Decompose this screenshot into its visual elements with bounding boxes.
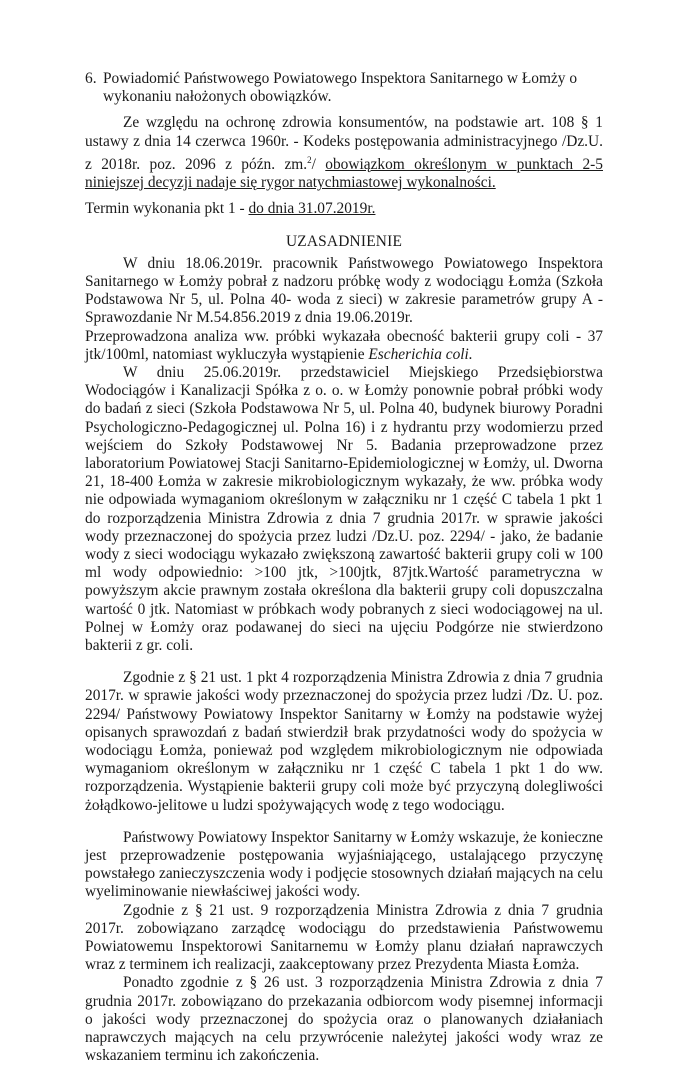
rigor-underlined: obowiązkom określonym w punktach 2-5 niniejszej decyzji nadaje się rygor natychmiastowej wykonalności. — [85, 155, 603, 192]
paragraph-6: Zgodnie z § 21 ust. 9 rozporządzenia Ministra Zdrowia z dnia 7 grudnia 2017r. zobowiązano zarządcę wodociągu do przedstawienia Państwowemu Powiatowemu Inspektorowi Sanitarnemu w Łomży planu działań naprawczych wraz z terminem ich realizacji, zaakceptowany przez Prezydenta Miasta Łomża. — [85, 901, 603, 974]
rigor-text: Ze względu na ochronę zdrowia konsumentów, na podstawie art. 108 § 1 ustawy z dnia 14 czerwca 1960r. - Kodeks postępowania administracyjnego /Dz.U. z 2018r. poz. 2096 z późn. zm. — [85, 114, 603, 173]
section-heading: UZASADNIENIE — [285, 232, 403, 250]
list-item-6 — [85, 70, 603, 106]
paragraph-1: W dniu 18.06.2019r. pracownik Państwowego Powiatowego Inspektora Sanitarnego w Łomży pobrał z nadzoru próbkę wody z wodociągu Łomża (Szkoła Podstawowa Nr 5, ul. Polna 40- woda z sieci) w zakresie parametrów grupy A - Sprawozdanie Nr M.54.856.2019 z dnia 19.06.2019r. — [85, 254, 603, 327]
rigor-paragraph — [85, 114, 603, 192]
document-page — [85, 70, 603, 1065]
deadline-date: do dnia 31.07.2019r. — [248, 200, 376, 218]
rigor-text-slash: / — [311, 155, 326, 173]
deadline-line — [85, 200, 603, 218]
paragraph-3: W dniu 25.06.2019r. przedstawiciel Miejskiego Przedsiębiorstwa Wodociągów i Kanalizacji Spółka z o. o. w Łomży ponownie pobrał próbki wody do badań z sieci (Szkoła Podstawowa Nr 5, ul. Polna 40, budynek biurowy Poradni Psychologiczno-Pedagogicznej ul. Polna 16) i z hydrantu przy wodomierzu przed wejściem do Szkoły Podstawowej Nr 5. Badania przeprowadzone przez laboratorium Powiatowej Stacji Sanitarno-Epidemiologicznej w Łomży, ul. Dworna 21, 18-400 Łomża w zakresie mikrobiologicznym wykazały, że ww. próbka wody nie odpowiada wymaganiom określonym w załączniku nr 1 część C tabela 1 pkt 1 do rozporządzenia Ministra Zdrowia z dnia 7 grudnia 2017r. w sprawie jakości wody przeznaczonej do spożycia przez ludzi /Dz.U. poz. 2294/ - jako, że badanie wody z sieci wodociągu wykazało zwiększoną zawartość bakterii grupy coli w 100 ml wody odpowiednio: >100 jtk, >100jtk, 87jtk.Wartość parametryczna w powyższym akcie prawnym została określona dla bakterii grupy coli dopuszczalna wartość 0 jtk. Natomiast w próbkach wody pobranych z sieci wodociągowej na ul. Polnej w Łomży oraz podawanej do sieci na ujęciu Podgórze nie stwierdzono bakterii z gr. coli. — [85, 363, 603, 655]
paragraph-7: Ponadto zgodnie z § 26 ust. 3 rozporządzenia Ministra Zdrowia z dnia 7 grudnia 2017r. zobowiązano do przekazania odbiorcom wody pisemnej informacji o jakości wody przeznaczonej do spożycia oraz o planowanych działaniach naprawczych mających na celu przywrócenie należytej jakości wody wraz ze wskazaniem terminu ich zakończenia. — [85, 974, 603, 1065]
paragraph-2 — [85, 328, 603, 364]
item-text: Powiadomić Państwowego Powiatowego Inspektora Sanitarnego w Łomży o wykonaniu nałożonych obowiązków. — [103, 70, 578, 106]
paragraph-4: Zgodnie z § 21 ust. 1 pkt 4 rozporządzenia Ministra Zdrowia z dnia 7 grudnia 2017r. w sprawie jakości wody przeznaczonej do spożycia przez ludzi /Dz. U. poz. 2294/ Państwowy Powiatowy Inspektor Sanitarny w Łomży na podstawie wyżej opisanych sprawozdań z badań stwierdził brak przydatności wody do spożycia w wodociągu Łomża, ponieważ pod względem mikrobiologicznym nie odpowiada wymaganiom określonym w załączniku nr 1 część C tabela 1 pkt 1 do ww. rozporządzenia. Wystąpienie bakterii grupy coli może być przyczyną dolegliwości żołądkowo-jelitowe u ludzi spożywających wodę z tego wodociągu. — [85, 669, 603, 814]
footnote-marker: 2 — [307, 154, 312, 165]
paragraph-2-text: Przeprowadzona analiza ww. próbki wykazała obecność bakterii grupy coli - 37 jtk/100ml, natomiast wykluczyła wystąpienie — [85, 327, 603, 363]
paragraph-5: Państwowy Powiatowy Inspektor Sanitarny w Łomży wskazuje, że konieczne jest przeprowadzenie postępowania wyjaśniającego, ustalającego przyczynę powstałego zanieczyszczenia wody i podjęcie stosownych działań mających na celu wyeliminowanie niewłaściwej jakości wody. — [85, 828, 603, 901]
paragraph-2-italic: Escherichia coli. — [368, 345, 473, 363]
item-number: 6. — [85, 70, 97, 87]
deadline-prefix: Termin wykonania pkt 1 - — [85, 200, 249, 218]
